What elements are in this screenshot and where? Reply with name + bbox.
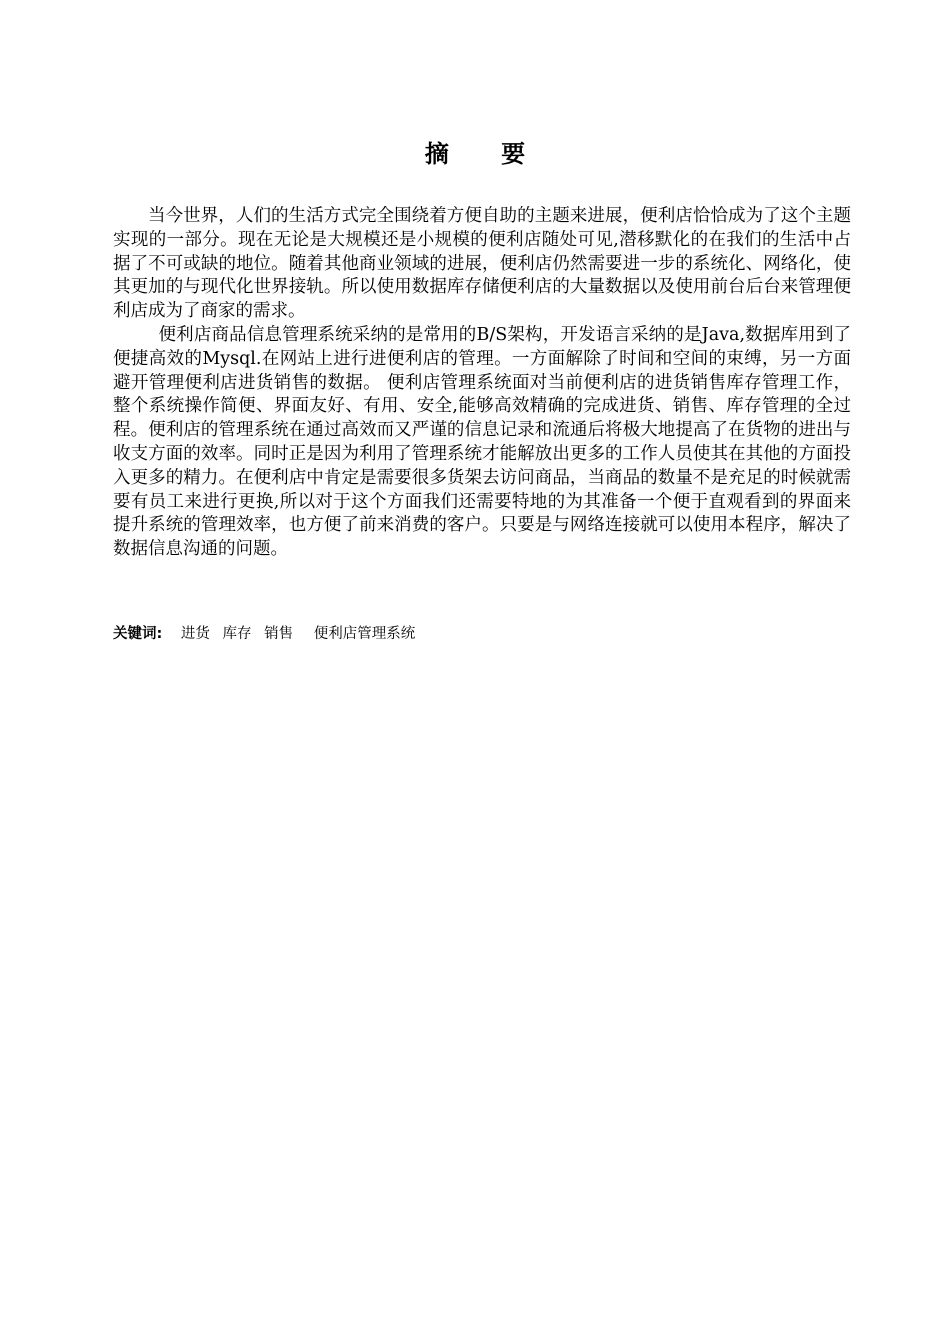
abstract-paragraph: 便利店商品信息管理系统采纳的是常用的B/S架构，开发语言采纳的是Java,数据库用到了便捷高效的Mysql.在网站上进行进便利店的管理。一方面解除了时间和空间的束缚，另一方面避开管理便利店进货销售的数据。 便利店管理系统面对当前便利店的进货销售库存管理工作，整个系统操作简便、界面友好、有用、安全,能够高效精确的完成进货、销售、库存管理的全过程。便利店的管理系统在通过高效而又严谨的信息记录和流通后将极大地提高了在货物的进出与收支方面的效率。同时正是因为利用了管理系统才能解放出更多的工作人员使其在其他的方面投入更多的精力。在便利店中肯定是需要很多货架去访问商品，当商品的数量不是充足的时候就需要有员工来进行更换,所以对于这个方面我们还需要特地的为其准备一个便于直观看到的界面来提升系统的管理效率，也方便了前来消费的客户。只要是与网络连接就可以使用本程序，解决了数据信息沟通的问题。 [113, 324, 851, 560]
abstract-paragraph: 当今世界，人们的生活方式完全围绕着方便自助的主题来进展，便利店恰恰成为了这个主题实现的一部分。现在无论是大规模还是小规模的便利店随处可见,潜移默化的在我们的生活中占据了不可或缺的地位。随着其他商业领域的进展，便利店仍然需要进一步的系统化、网络化，使其更加的与现代化世界接轨。所以使用数据库存储便利店的大量数据以及使用前台后台来管理便利店成为了商家的需求。 [113, 206, 851, 322]
abstract-body [113, 205, 851, 562]
keywords-label: 关键词: [113, 626, 163, 642]
keyword: 进货 [180, 626, 210, 642]
abstract-title: 摘 要 [424, 140, 548, 168]
keyword: 库存 [222, 626, 252, 642]
keyword: 销售 [264, 626, 294, 642]
keywords-line [113, 624, 851, 644]
keyword: 便利店管理系统 [313, 626, 416, 642]
